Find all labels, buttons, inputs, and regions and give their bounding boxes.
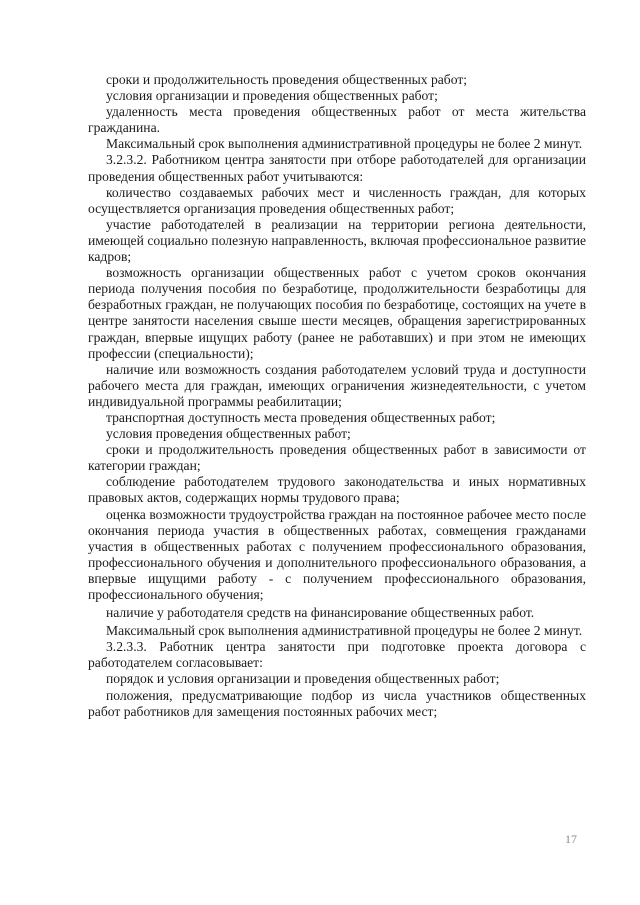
paragraph-3: удаленность места проведения общественных работ от места жительства гражданина. bbox=[88, 104, 586, 136]
paragraph-6: количество создаваемых рабочих мест и численность граждан, для которых осуществляется организация проведения общественных работ; bbox=[88, 184, 586, 216]
paragraph-9: наличие или возможность создания работодателем условий труда и доступности рабочего места для граждан, имеющих ограничения жизнедеятельности, с учетом индивидуальной программы реабилитации; bbox=[88, 361, 586, 409]
paragraph-5: 3.2.3.2. Работником центра занятости при отборе работодателей для организации проведения общественных работ учитываются: bbox=[88, 152, 586, 184]
page-number: 17 bbox=[565, 832, 577, 846]
paragraph-16: Максимальный срок выполнения административной процедуры не более 2 минут. bbox=[106, 623, 583, 639]
paragraph-2: условия организации и проведения общественных работ; bbox=[106, 88, 438, 104]
paragraph-18: порядок и условия организации и проведения общественных работ; bbox=[106, 671, 500, 687]
document-body bbox=[88, 72, 586, 720]
paragraph-14: оценка возможности трудоустройства граждан на постоянное рабочее место после окончания периода участия в общественных работах, совмещения гражданами участия в общественных работах с получением профессионального образования, профессионального обучения и дополнительного профессионального образования, а впервые ищущими работу - с получением профессионального образования, профессионального обучения; bbox=[88, 506, 586, 602]
paragraph-1: сроки и продолжительность проведения общественных работ; bbox=[106, 72, 468, 87]
paragraph-12: сроки и продолжительность проведения общественных работ в зависимости от категории граждан; bbox=[88, 442, 586, 474]
paragraph-10: транспортная доступность места проведения общественных работ; bbox=[106, 409, 496, 425]
paragraph-15: наличие у работодателя средств на финансирование общественных работ. bbox=[106, 605, 535, 621]
paragraph-7: участие работодателей в реализации на территории региона деятельности, имеющей социально полезную направленность, включая профессиональное развитие кадров; bbox=[88, 216, 586, 265]
paragraph-11: условия проведения общественных работ; bbox=[106, 426, 351, 442]
paragraph-8: возможность организации общественных работ с учетом сроков окончания периода получения пособия по безработице, продолжительности безработицы для безработных граждан, не получающих пособия по безработице, состоящих на учете в центре занятости населения свыше шести месяцев, обращения зарегистрированных граждан, впервые ищущих работу (ранее не работавших) и при этом не имеющих профессии (специальности); bbox=[88, 265, 586, 361]
paragraph-4: Максимальный срок выполнения административной процедуры не более 2 минут. bbox=[106, 136, 583, 152]
paragraph-17: 3.2.3.3. Работник центра занятости при подготовке проекта договора с работодателем согласовывает: bbox=[88, 639, 586, 671]
paragraph-13: соблюдение работодателем трудового законодательства и иных нормативных правовых актов, содержащих нормы трудового права; bbox=[88, 474, 586, 506]
paragraph-19: положения, предусматривающие подбор из числа участников общественных работ работников для замещения постоянных рабочих мест; bbox=[88, 687, 586, 719]
